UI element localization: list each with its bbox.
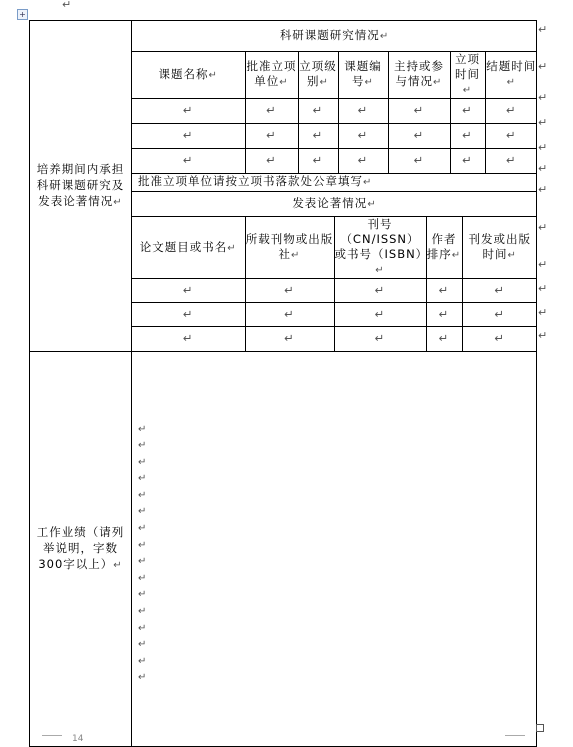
table-row [132, 123, 537, 148]
page-number: 14 [72, 734, 84, 744]
empty-cell[interactable]: ↵ [132, 98, 245, 123]
empty-cell[interactable]: ↵ [334, 327, 426, 351]
empty-cell[interactable]: ↵ [298, 98, 338, 123]
empty-cell[interactable]: ↵ [245, 123, 298, 148]
paragraph-mark: ↵ [138, 423, 147, 435]
section1-label: 培养期间内承担科研课题研究及发表论著情况 [36, 161, 125, 208]
empty-cell[interactable]: ↵ [450, 123, 485, 148]
row-end-mark: ↵ [538, 329, 548, 342]
row-end-mark: ↵ [538, 60, 548, 73]
research-title: 科研课题研究情况↵ [132, 21, 537, 51]
paragraph-mark: ↵ [138, 456, 147, 468]
empty-cell[interactable]: ↵ [298, 123, 338, 148]
research-table [132, 21, 537, 216]
row-end-mark: ↵ [538, 141, 548, 154]
empty-cell[interactable]: ↵ [338, 123, 388, 148]
row-end-mark: ↵ [538, 116, 548, 129]
empty-cell[interactable]: ↵ [132, 279, 245, 303]
paragraph-mark: ↵ [138, 655, 147, 667]
empty-cell[interactable]: ↵ [245, 279, 334, 303]
empty-cell[interactable]: ↵ [485, 123, 537, 148]
empty-cell[interactable]: ↵ [485, 98, 537, 123]
empty-cell[interactable]: ↵ [426, 327, 462, 351]
table-row [132, 327, 537, 351]
section1-label-cell[interactable] [30, 21, 132, 352]
empty-cell[interactable]: ↵ [388, 98, 450, 123]
header-cell: 立项级别↵ [298, 51, 338, 98]
header-cell: 刊发或出版时间↵ [462, 217, 537, 279]
header-cell: 课题编号↵ [338, 51, 388, 98]
paragraph-mark: ↵ [138, 539, 147, 551]
empty-cell[interactable]: ↵ [450, 98, 485, 123]
work-achievements-field[interactable] [132, 351, 537, 746]
empty-cell[interactable]: ↵ [462, 303, 537, 327]
empty-cell[interactable]: ↵ [334, 279, 426, 303]
section2-label-cell[interactable] [30, 351, 132, 746]
row-end-mark: ↵ [538, 91, 548, 104]
empty-cell[interactable]: ↵ [132, 327, 245, 351]
paragraph-mark: ↵ [138, 606, 147, 618]
table-move-handle-icon[interactable]: + [17, 9, 28, 20]
header-cell: 结题时间↵ [485, 51, 537, 98]
table-row [132, 98, 537, 123]
header-cell: 刊号（CN/ISSN）或书号（ISBN）↵ [334, 217, 426, 279]
empty-cell[interactable]: ↵ [426, 303, 462, 327]
row-end-mark: ↵ [538, 183, 548, 196]
paragraph-mark: ↵ [138, 589, 147, 601]
header-cell: 批准立项单位↵ [245, 51, 298, 98]
row-end-mark: ↵ [538, 306, 548, 319]
row-end-mark: ↵ [538, 258, 548, 271]
footer-divider [505, 735, 525, 736]
work-achievements-lines [132, 352, 536, 688]
header-cell: 立项时间↵ [450, 51, 485, 98]
table-row [132, 279, 537, 303]
row-end-mark: ↵ [538, 282, 548, 295]
empty-cell[interactable]: ↵ [426, 279, 462, 303]
paragraph-mark: ↵ [138, 440, 147, 452]
empty-cell[interactable]: ↵ [338, 148, 388, 173]
paragraph-mark: ↵ [138, 556, 147, 568]
empty-cell[interactable]: ↵ [298, 148, 338, 173]
empty-cell[interactable]: ↵ [388, 148, 450, 173]
row-end-mark: ↵ [538, 23, 548, 36]
paragraph-mark: ↵ [113, 196, 123, 208]
table-row [132, 148, 537, 173]
empty-cell[interactable]: ↵ [132, 123, 245, 148]
empty-cell[interactable]: ↵ [132, 303, 245, 327]
header-cell: 课题名称↵ [132, 51, 245, 98]
row-end-mark: ↵ [538, 221, 548, 234]
empty-cell[interactable]: ↵ [245, 148, 298, 173]
empty-cell[interactable]: ↵ [245, 327, 334, 351]
paragraph-mark: ↵ [138, 489, 147, 501]
paragraph-mark: ↵ [138, 572, 147, 584]
empty-cell[interactable]: ↵ [245, 98, 298, 123]
header-cell: 论文题目或书名↵ [132, 217, 245, 279]
research-note: 批准立项单位请按立项书落款处公章填写↵ [132, 173, 537, 191]
table-row [132, 303, 537, 327]
header-cell: 所载刊物或出版社↵ [245, 217, 334, 279]
header-cell: 作者排序↵ [426, 217, 462, 279]
paragraph-mark: ↵ [138, 639, 147, 651]
paragraph-mark: ↵ [138, 523, 147, 535]
empty-cell[interactable]: ↵ [132, 148, 245, 173]
paragraph-mark: ↵ [138, 672, 147, 684]
header-cell: 主持或参与情况↵ [388, 51, 450, 98]
publications-title: 发表论著情况↵ [132, 191, 537, 216]
footer-divider [42, 735, 62, 736]
empty-cell[interactable]: ↵ [334, 303, 426, 327]
paragraph-mark: ↵ [62, 0, 72, 11]
empty-cell[interactable]: ↵ [450, 148, 485, 173]
empty-cell[interactable]: ↵ [462, 327, 537, 351]
empty-cell[interactable]: ↵ [462, 279, 537, 303]
row-end-mark: ↵ [538, 162, 548, 175]
publications-table [132, 216, 537, 351]
paragraph-mark: ↵ [138, 622, 147, 634]
section2-label: 工作业绩（请列举说明，字数300字以上） [36, 524, 125, 571]
table-resize-handle-icon[interactable] [536, 724, 544, 732]
empty-cell[interactable]: ↵ [388, 123, 450, 148]
paragraph-mark: ↵ [113, 559, 123, 571]
empty-cell[interactable]: ↵ [338, 98, 388, 123]
empty-cell[interactable]: ↵ [485, 148, 537, 173]
empty-cell[interactable]: ↵ [245, 303, 334, 327]
paragraph-mark: ↵ [138, 473, 147, 485]
paragraph-mark: ↵ [138, 506, 147, 518]
info-table [29, 20, 537, 747]
section1-content-cell [132, 21, 537, 352]
